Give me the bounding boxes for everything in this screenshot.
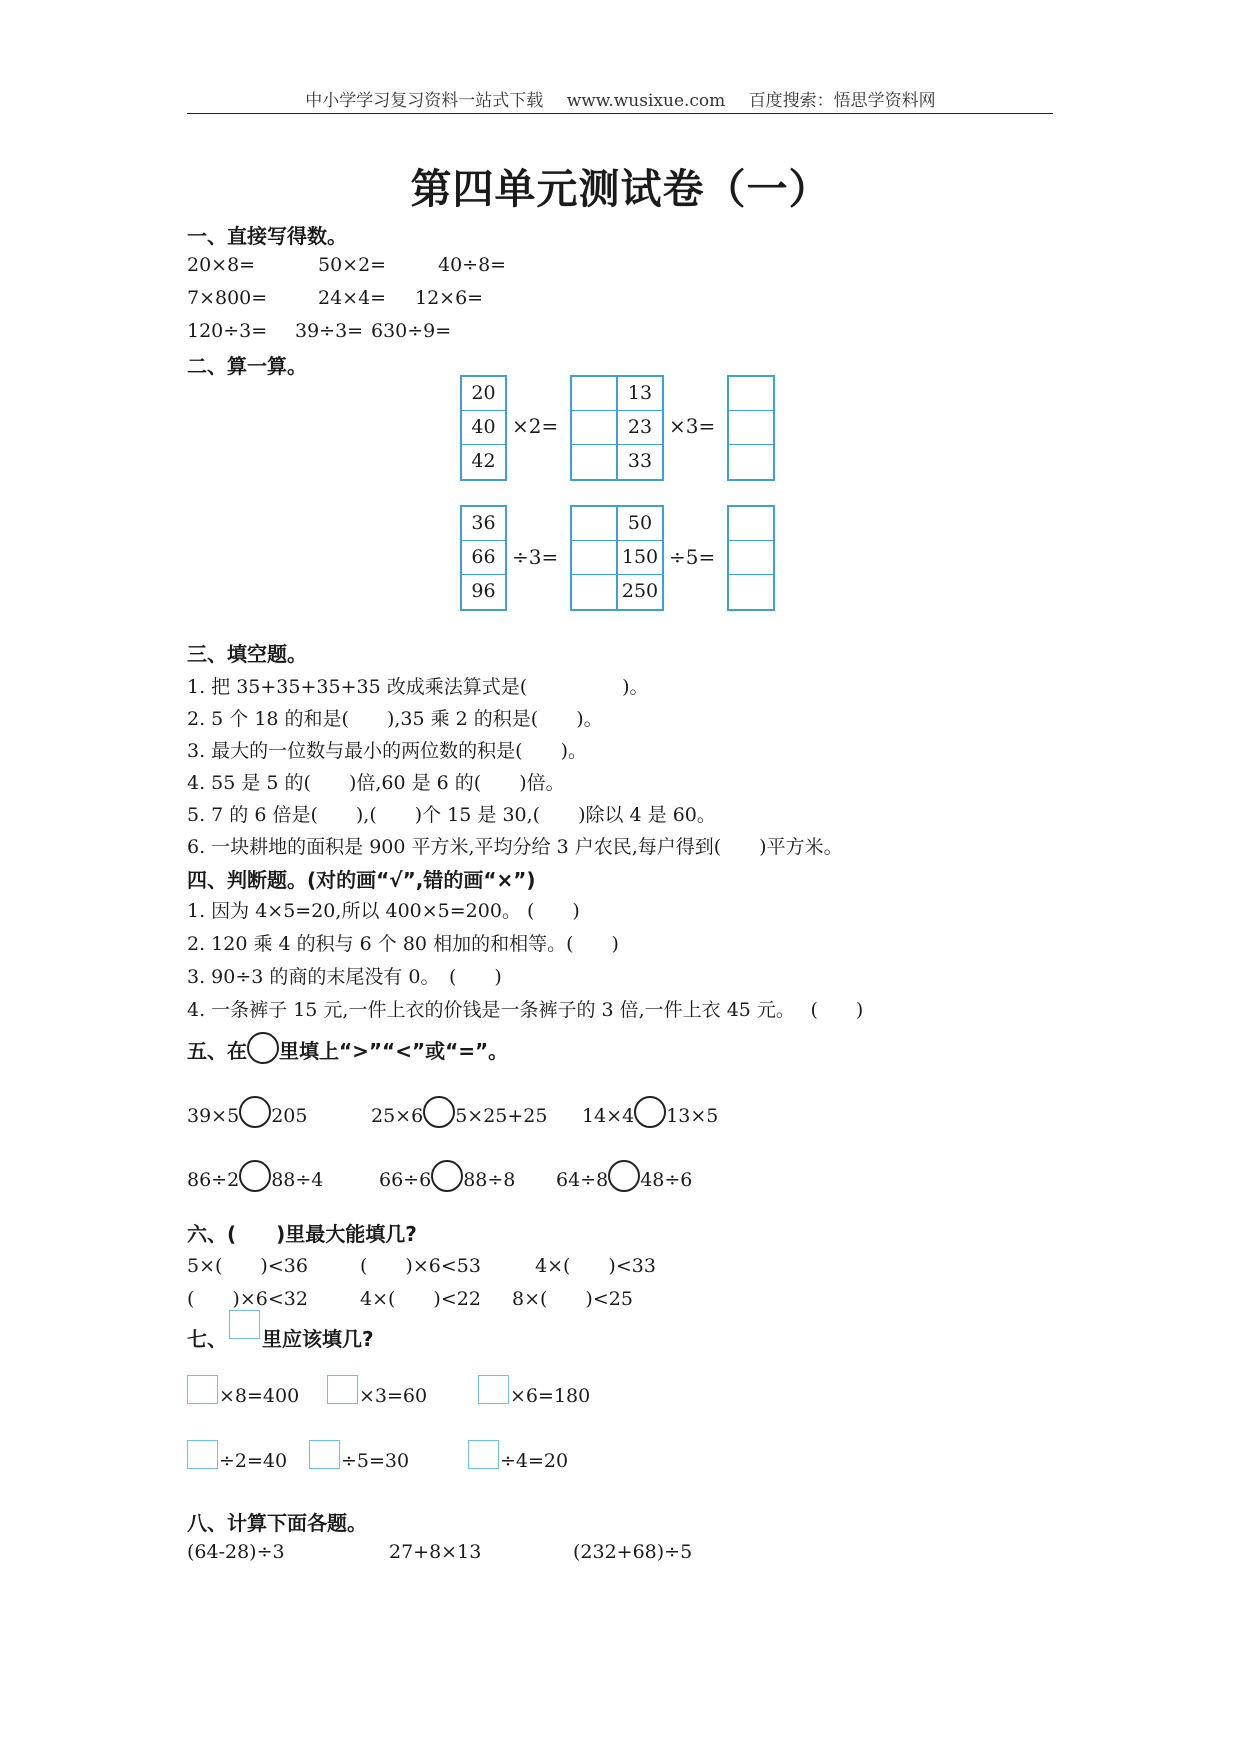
header-right-text: 百度搜索：悟思学资料网 <box>748 91 936 111</box>
answer-cell[interactable] <box>572 377 616 411</box>
s7-r1-expr-1: ×8=400 <box>219 1385 300 1407</box>
s2-op-1: ×2= <box>512 414 559 438</box>
s2-t2-cell: 23 <box>618 411 662 445</box>
compare-circle[interactable] <box>239 1096 271 1128</box>
s7-r2-expr-3: ÷4=20 <box>500 1450 569 1472</box>
s2-op-3: ÷3= <box>512 545 559 569</box>
fill-box[interactable] <box>327 1375 358 1404</box>
s2-t1-cell: 42 <box>471 450 496 472</box>
section-3-heading: 三、填空题。 <box>187 642 307 666</box>
s7-r2-expr-1: ÷2=40 <box>219 1450 288 1472</box>
answer-cell[interactable] <box>729 411 773 445</box>
section-8-heading: 八、计算下面各题。 <box>187 1511 367 1535</box>
s1-r2-c1: 7×800= <box>187 287 268 309</box>
s5-left: 14×4 <box>582 1105 635 1127</box>
s2-answer-table-3 <box>570 505 618 611</box>
fill-box[interactable] <box>478 1375 509 1404</box>
s5-r1-item-3 <box>582 1096 718 1128</box>
s4-item-2: 2. 120 乘 4 的积与 6 个 80 相加的和相等。( ) <box>187 933 619 955</box>
s1-r2-c2: 24×4= <box>318 287 387 309</box>
s8-item-1: (64-28)÷3 <box>187 1541 285 1563</box>
compare-circle[interactable] <box>634 1096 666 1128</box>
section-1-heading: 一、直接写得数。 <box>187 224 347 248</box>
s2-t3-cell: 96 <box>471 580 496 602</box>
fill-box[interactable] <box>187 1375 218 1404</box>
s8-item-3: (232+68)÷5 <box>573 1541 693 1563</box>
s5-right: 88÷8 <box>463 1169 516 1191</box>
answer-cell[interactable] <box>572 445 616 479</box>
s5-left: 66÷6 <box>379 1169 432 1191</box>
s3-item-5: 5. 7 的 6 倍是( ),( )个 15 是 30,( )除以 4 是 60。 <box>187 804 716 826</box>
circle-icon <box>247 1032 279 1064</box>
s5-heading-a: 五、在 <box>187 1039 247 1063</box>
s5-r2-item-3 <box>556 1160 692 1192</box>
s5-right: 88÷4 <box>271 1169 324 1191</box>
answer-cell[interactable] <box>729 377 773 411</box>
s5-right: 13×5 <box>666 1105 719 1127</box>
answer-cell[interactable] <box>729 445 773 479</box>
compare-circle[interactable] <box>608 1160 640 1192</box>
s5-r2-item-1 <box>187 1160 323 1192</box>
section-5-heading <box>187 1032 508 1064</box>
s5-right: 48÷6 <box>640 1169 693 1191</box>
s5-right: 5×25+25 <box>455 1105 548 1127</box>
s5-left: 25×6 <box>371 1105 424 1127</box>
fill-box[interactable] <box>309 1440 340 1469</box>
s1-r1-c3: 40÷8= <box>438 254 507 276</box>
section-4-heading: 四、判断题。(对的画“√”,错的画“×”) <box>187 868 536 892</box>
s2-t1-cell: 40 <box>462 411 505 445</box>
header-divider <box>187 113 1053 114</box>
s1-r1-c1: 20×8= <box>187 254 256 276</box>
s6-r1-c2: ( )×6<53 <box>360 1255 481 1277</box>
s2-t1-cell: 20 <box>462 377 505 411</box>
s3-item-1: 1. 把 35+35+35+35 改成乘法算式是( )。 <box>187 676 649 698</box>
s2-t3-cell: 66 <box>462 541 505 575</box>
s2-answer-table-4 <box>727 505 775 611</box>
answer-cell[interactable] <box>729 575 773 609</box>
page-header <box>0 86 1241 111</box>
s1-r3-c1: 120÷3= <box>187 320 268 342</box>
s4-item-3: 3. 90÷3 的商的末尾没有 0。 ( ) <box>187 966 502 988</box>
s2-table-4 <box>616 505 664 611</box>
answer-cell[interactable] <box>572 575 616 609</box>
fill-box[interactable] <box>468 1440 499 1469</box>
section-2-heading: 二、算一算。 <box>187 354 307 378</box>
s2-t3-cell: 36 <box>462 507 505 541</box>
s8-item-2: 27+8×13 <box>389 1541 482 1563</box>
s2-t2-cell: 33 <box>627 450 653 472</box>
s6-r2-c3: 8×( )<25 <box>512 1288 633 1310</box>
s4-item-1: 1. 因为 4×5=20,所以 400×5=200。 ( ) <box>187 900 580 922</box>
s5-r2-item-2 <box>379 1160 515 1192</box>
s2-answer-table-2 <box>727 375 775 481</box>
s3-item-2: 2. 5 个 18 的和是( ),35 乘 2 的积是( )。 <box>187 708 603 730</box>
square-icon <box>229 1310 260 1339</box>
s2-t4-cell: 250 <box>621 580 659 602</box>
answer-cell[interactable] <box>729 541 773 575</box>
s4-item-4: 4. 一条裤子 15 元,一件上衣的价钱是一条裤子的 3 倍,一件上衣 45 元。 ( ) <box>187 999 864 1021</box>
s2-op-2: ×3= <box>669 414 716 438</box>
s7-heading-a: 七、 <box>187 1327 227 1351</box>
s2-table-2 <box>616 375 664 481</box>
s2-t4-cell: 50 <box>618 507 662 541</box>
header-site-link[interactable]: www.wusixue.com <box>566 91 726 111</box>
s1-r3-c3: 630÷9= <box>371 320 452 342</box>
page-title: 第四单元测试卷（一） <box>410 165 831 213</box>
answer-cell[interactable] <box>572 411 616 445</box>
answer-cell[interactable] <box>572 541 616 575</box>
s2-answer-table-1 <box>570 375 618 481</box>
fill-box[interactable] <box>187 1440 218 1469</box>
s7-r2-expr-2: ÷5=30 <box>341 1450 410 1472</box>
s7-heading-b: 里应该填几? <box>262 1327 374 1351</box>
s2-table-1 <box>460 375 507 481</box>
s2-t4-cell: 150 <box>618 541 662 575</box>
s3-item-4: 4. 55 是 5 的( )倍,60 是 6 的( )倍。 <box>187 772 565 794</box>
s7-r1-expr-3: ×6=180 <box>510 1385 591 1407</box>
s7-r1-expr-2: ×3=60 <box>359 1385 428 1407</box>
s6-r2-c2: 4×( )<22 <box>360 1288 481 1310</box>
s5-left: 86÷2 <box>187 1169 240 1191</box>
s3-item-3: 3. 最大的一位数与最小的两位数的积是( )。 <box>187 740 587 762</box>
answer-cell[interactable] <box>729 507 773 541</box>
section-6-heading: 六、( )里最大能填几? <box>187 1222 417 1246</box>
s5-heading-b: 里填上“>”“<”或“=”。 <box>279 1039 509 1063</box>
s5-r1-item-1 <box>187 1096 307 1128</box>
s6-r1-c3: 4×( )<33 <box>535 1255 656 1277</box>
s5-r1-item-2 <box>371 1096 547 1128</box>
s5-right: 205 <box>271 1105 308 1127</box>
s2-t2-cell: 13 <box>618 377 662 411</box>
s5-left: 64÷8 <box>556 1169 609 1191</box>
s5-left: 39×5 <box>187 1105 240 1127</box>
s2-table-3 <box>460 505 507 611</box>
s2-op-4: ÷5= <box>669 545 716 569</box>
s1-r1-c2: 50×2= <box>318 254 387 276</box>
s1-r2-c3: 12×6= <box>415 287 484 309</box>
s3-item-6: 6. 一块耕地的面积是 900 平方米,平均分给 3 户农民,每户得到( )平方米。 <box>187 836 843 858</box>
compare-circle[interactable] <box>423 1096 455 1128</box>
s6-r1-c1: 5×( )<36 <box>187 1255 308 1277</box>
compare-circle[interactable] <box>239 1160 271 1192</box>
s6-r2-c1: ( )×6<32 <box>187 1288 308 1310</box>
answer-cell[interactable] <box>572 507 616 541</box>
header-left-text: 中小学学习复习资料一站式下载 <box>305 91 544 111</box>
s1-r3-c2: 39÷3= <box>295 320 364 342</box>
compare-circle[interactable] <box>431 1160 463 1192</box>
